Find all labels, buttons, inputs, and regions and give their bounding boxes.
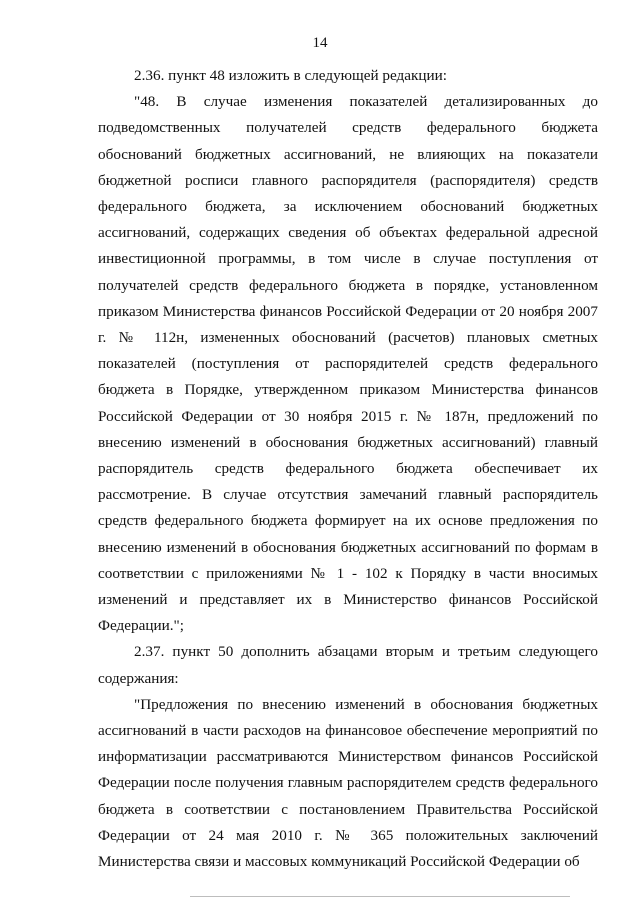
paragraph-48-text: "48. В случае изменения показателей детализированных до подведомственных получателей средств федерального бюджета обоснований бюджетных ассигнований, не влияющих на показатели бюджетной росписи главного распорядителя (распорядителя) средств федерального бюджета, за исключением обоснований бюджетных ассигнований, содержащих сведения об объектах федеральной адресной инвестиционной программы, в том числе в случае поступления от получателей средств федерального бюджета в порядке, установленном приказом Министерства финансов Российской Федерации от 20 ноября 2007 г. № 112н, измененных обоснований (расчетов) плановых сметных показателей (поступления от распорядителей средств федерального бюджета в Порядке, утвержденном приказом Министерства финансов Российской Федерации от 30 ноября 2015 г. № 187н, предложений по внесению изменений в обоснования бюджетных ассигнований) главный распорядитель средств федерального бюджета обеспечивает их рассмотрение. В случае отсутствия замечаний главный распорядитель средств федерального бюджета формирует на их основе предложения по внесению изменений в обоснования бюджетных ассигнований по формам в соответствии с приложениями № 1 - 102 к Порядку в части вносимых изменений и представляет их в Министерство финансов Российской Федерации."; <box>98 93 598 635</box>
paragraph-50-addition: "Предложения по внесению изменений в обоснования бюджетных ассигнований в части расходов на финансовое обеспечение мероприятий по информатизации рассматриваются Министерством финансов Российской Федерации после получения главным распорядителем средств федерального бюджета в соответствии с постановлением Правительства Российской Федерации от 24 мая 2010 г. № 365 положительных заключений Министерства связи и массовых коммуникаций Российской Федерации об <box>98 695 598 871</box>
scan-edge-line <box>190 896 570 897</box>
paragraph-2-37: 2.37. пункт 50 дополнить абзацами вторым и третьим следующего содержания: <box>98 643 598 687</box>
page-number: 14 <box>312 35 328 51</box>
paragraph-2-36: 2.36. пункт 48 изложить в следующей редакции: <box>134 67 447 84</box>
document-body <box>98 63 598 875</box>
